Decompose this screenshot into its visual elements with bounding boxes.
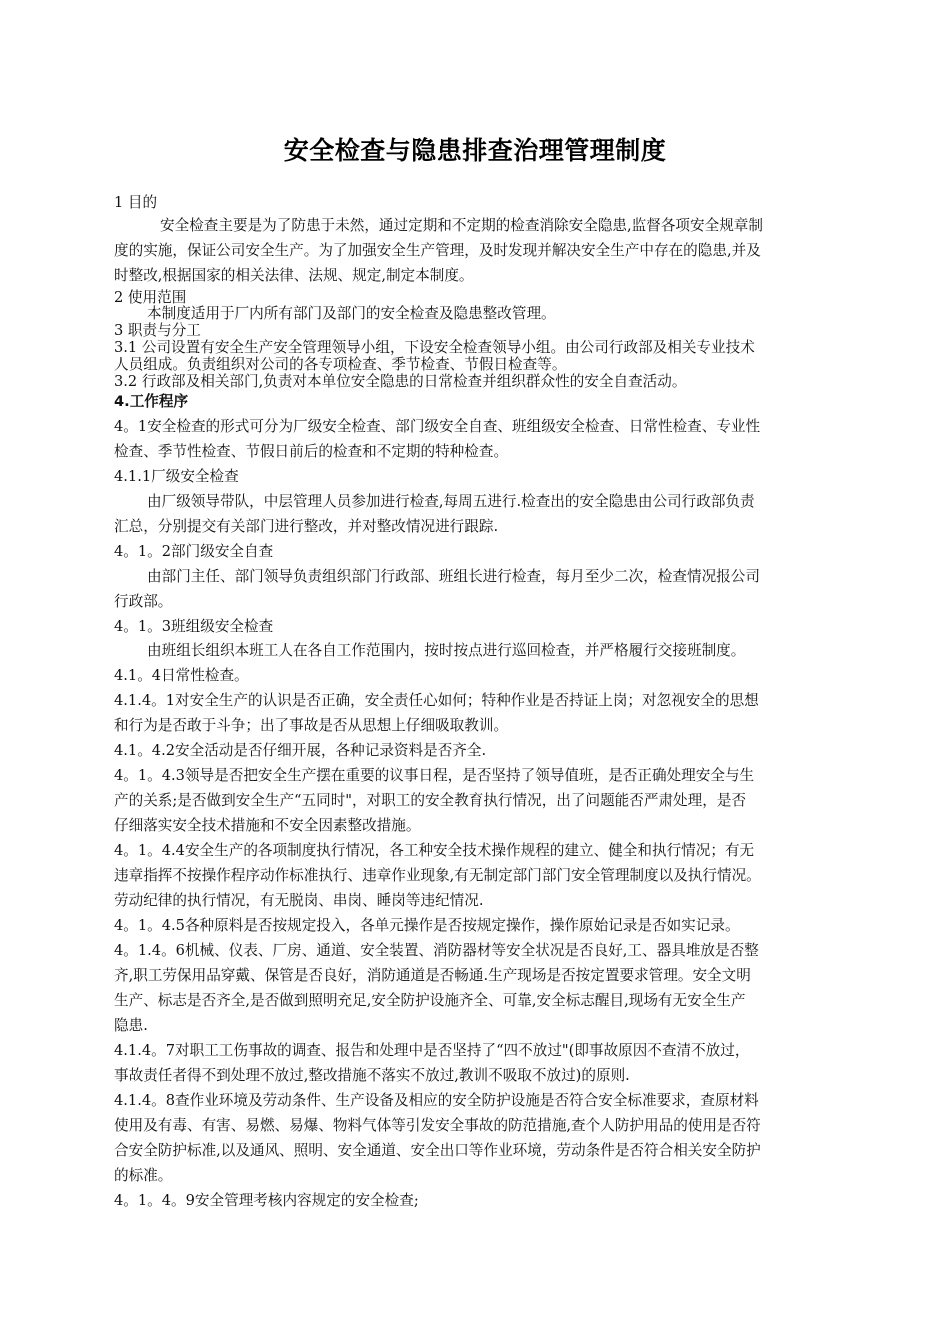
paragraph-line: 度的实施，保证公司安全生产。为了加强安全生产管理，及时发现并解决安全生产中存在的隐患,并及 bbox=[114, 242, 761, 259]
paragraph-line: 劳动纪律的执行情况，有无脱岗、串岗、睡岗等违纪情况. bbox=[114, 892, 484, 909]
paragraph-line: 汇总，分别提交有关部门进行整改，并对整改情况进行跟踪. bbox=[114, 518, 499, 535]
paragraph-line: 违章指挥不按操作程序动作标准执行、违章作业现象,有无制定部门部门安全管理制度以及执行情况。 bbox=[114, 867, 761, 884]
paragraph-line: 4。1。4.3领导是否把安全生产摆在重要的议事日程，是否坚持了领导值班，是否正确处理安全与生 bbox=[114, 767, 755, 784]
paragraph-line: 4.1.4。7对职工工伤事故的调查、报告和处理中是否坚持了“四不放过"(即事故原因不查清不放过， bbox=[114, 1042, 750, 1059]
subsection-heading: 4。1。2部门级安全自查 bbox=[114, 543, 274, 560]
document-title: 安全检查与隐患排查治理管理制度 bbox=[283, 136, 667, 165]
section-heading: 2 使用范围 bbox=[114, 289, 187, 306]
paragraph-line: 仔细落实安全技术措施和不安全因素整改措施。 bbox=[114, 817, 421, 834]
paragraph-line: 由部门主任、部门领导负责组织部门行政部、班组长进行检查，每月至少二次，检查情况报公司 bbox=[147, 568, 760, 585]
paragraph-line: 行政部。 bbox=[114, 593, 173, 610]
paragraph-line: 3.2 行政部及相关部门,负责对本单位安全隐患的日常检查并组织群众性的安全自查活动。 bbox=[114, 373, 687, 390]
paragraph-line: 的标准。 bbox=[114, 1167, 173, 1184]
paragraph-line: 由班组长组织本班工人在各自工作范围内，按时按点进行巡回检查，并严格履行交接班制度。 bbox=[147, 642, 746, 659]
subsection-heading: 4.1。4日常性检查。 bbox=[114, 667, 249, 684]
paragraph-line: 使用及有毒、有害、易燃、易爆、物料气体等引发安全事故的防范措施,查个人防护用品的使用是否符 bbox=[114, 1117, 761, 1134]
paragraph-line: 产的关系;是否做到安全生产“五同时"，对职工的安全教育执行情况，出了问题能否严肃处理，是否 bbox=[114, 792, 747, 809]
paragraph-line: 由厂级领导带队，中层管理人员参加进行检查,每周五进行.检查出的安全隐患由公司行政部负责 bbox=[147, 493, 755, 510]
section-heading: 3 职责与分工 bbox=[114, 322, 201, 339]
paragraph-line: 时整改,根据国家的相关法律、法规、规定,制定本制度。 bbox=[114, 267, 474, 284]
subsection-heading: 4。1。3班组级安全检查 bbox=[114, 618, 274, 635]
paragraph-line: 4.1。4.2安全活动是否仔细开展，各种记录资料是否齐全. bbox=[114, 742, 487, 759]
section-heading: 4.工作程序 bbox=[114, 393, 189, 410]
paragraph-line: 4.1.4。1对安全生产的认识是否正确，安全责任心如何；特种作业是否持证上岗；对忽视安全的思想 bbox=[114, 692, 759, 709]
paragraph-line: 合安全防护标准,以及通风、照明、安全通道、安全出口等作业环境，劳动条件是否符合相关安全防护 bbox=[114, 1142, 761, 1159]
paragraph-line: 安全检查主要是为了防患于未然，通过定期和不定期的检查消除安全隐患,监督各项安全规章制 bbox=[160, 217, 763, 234]
paragraph-line: 检查、季节性检查、节假日前后的检查和不定期的特种检查。 bbox=[114, 443, 509, 460]
subsection-heading: 4.1.1厂级安全检查 bbox=[114, 468, 239, 485]
paragraph-line: 4。1。4.5各种原料是否按规定投入，各单元操作是否按规定操作，操作原始记录是否如实记录。 bbox=[114, 917, 740, 934]
paragraph-line: 4。1安全检查的形式可分为厂级安全检查、部门级安全自查、班组级安全检查、日常性检查、专业性 bbox=[114, 418, 761, 435]
section-heading: 1 目的 bbox=[114, 194, 158, 211]
paragraph-line: 生产、标志是否齐全,是否做到照明充足,安全防护设施齐全、可靠,安全标志醒目,现场有无安全生产 bbox=[114, 992, 746, 1009]
paragraph-line: 4。1。4.4安全生产的各项制度执行情况，各工种安全技术操作规程的建立、健全和执行情况；有无 bbox=[114, 842, 755, 859]
paragraph-line: 4.1.4。8查作业环境及劳动条件、生产设备及相应的安全防护设施是否符合安全标准要求，查原材料 bbox=[114, 1092, 759, 1109]
paragraph-line: 4。1。4。9安全管理考核内容规定的安全检查; bbox=[114, 1192, 419, 1209]
paragraph-line: 人员组成。负责组织对公司的各专项检查、季节检查、节假日检查等。 bbox=[114, 356, 567, 373]
paragraph-line: 4。1.4。6机械、仪表、厂房、通道、安全装置、消防器材等安全状况是否良好,工、器具堆放是否整 bbox=[114, 942, 759, 959]
paragraph-line: 事故责任者得不到处理不放过,整改措施不落实不放过,教训不吸取不放过)的原则. bbox=[114, 1067, 630, 1084]
paragraph-line: 3.1 公司设置有安全生产安全管理领导小组，下设安全检查领导小组。由公司行政部及相关专业技术 bbox=[114, 339, 755, 356]
paragraph-line: 齐,职工劳保用品穿戴、保管是否良好，消防通道是否畅通.生产现场是否按定置要求管理。安全文明 bbox=[114, 967, 751, 984]
paragraph-line: 和行为是否敢于斗争；出了事故是否从思想上仔细吸取教训。 bbox=[114, 717, 509, 734]
paragraph-line: 隐患. bbox=[114, 1017, 148, 1034]
paragraph-line: 本制度适用于厂内所有部门及部门的安全检查及隐患整改管理。 bbox=[147, 305, 556, 322]
